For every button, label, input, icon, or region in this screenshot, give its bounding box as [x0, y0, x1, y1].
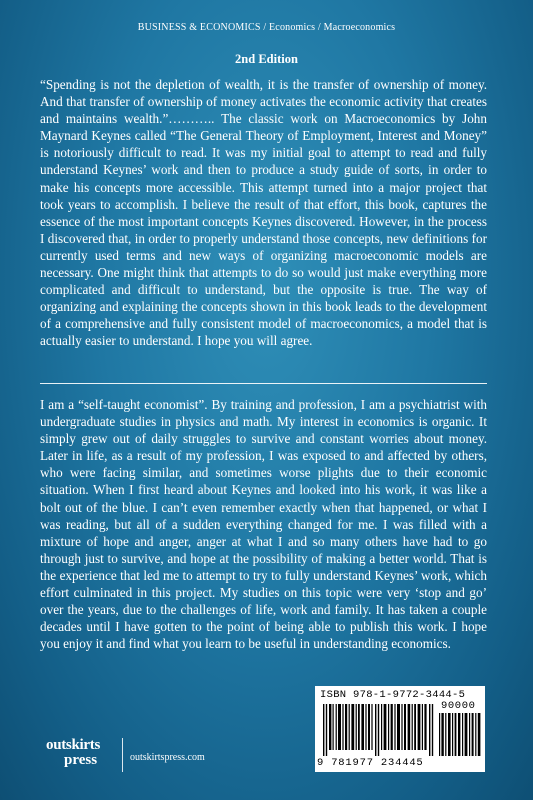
- ean-barcode-bars: [323, 704, 435, 756]
- publisher-logo: [46, 738, 116, 772]
- publisher-logo-line-2: press: [64, 752, 98, 768]
- category-line: BUSINESS & ECONOMICS / Economics / Macroeconomics: [137, 22, 396, 33]
- publisher-separator: [122, 738, 123, 772]
- edition-label: 2nd Edition: [235, 52, 298, 66]
- publisher-logo-line-1: outskirts: [46, 737, 100, 753]
- price-code: 90000: [441, 700, 476, 712]
- publisher-website: outskirtspress.com: [130, 752, 205, 763]
- section-divider: [40, 383, 487, 384]
- isbn-barcode: [315, 686, 485, 772]
- price-addon-bars: [439, 713, 481, 756]
- barcode-digits: 9 781977 234445: [317, 757, 424, 769]
- isbn-text: ISBN 978-1-9772-3444-5: [320, 689, 466, 701]
- blurb-paragraph-1: “Spending is not the depletion of wealth, it is the transfer of ownership of money. And that transfer of ownership of money activates the economic activity that creates and maintains wealth.”……….. The classic work on Macroeconomics by John Maynard Keynes called “The General Theory of Employment, Interest and Money” is notoriously difficult to read. It was my initial goal to attempt to read and fully understand Keynes’ work and then to produce a study guide of sorts, in order to make his concepts more accessible. This attempt turned into a major project that took years to accomplish. I believe the result of that effort, this book, captures the essence of the most important concepts Keynes discovered. However, in the process I discovered that, in order to properly understand those concepts, new definitions for currently used terms and new ways of organizing macroeconomic models are necessary. One might think that attempts to do so would just make everything more complicated and difficult to understand, but the opposite is true. The way of organizing and explaining the concepts shown in this book leads to the development of a comprehensive and fully consistent model of macroeconomics, a model that is actually easier to understand. I hope you will agree.: [40, 77, 487, 349]
- author-bio-paragraph: I am a “self-taught economist”. By training and profession, I am a psychiatrist with undergraduate studies in physics and math. My interest in economics is organic. It simply grew out of daily struggles to survive and constant worries about money. Later in life, as a result of my profession, I was exposed to and affected by others, who were facing similar, and sometimes worse plights due to their economic situation. When I first heard about Keynes and looked into his work, it was like a bolt out of the blue. I can’t even remember exactly when that happened, or what I was reading, but all of a sudden everything changed for me. I was filled with a mixture of hope and anger, anger at what I and so many others have had to go through just to survive, and hope at the possibility of making a better world. That is the experience that led me to attempt to try to fully understand Keynes’ work, which effort culminated in this project. My studies on this topic were very ‘stop and go’ over the years, due to the challenges of life, work and family. It has taken a couple decades until I have gotten to the point of being able to publish this work. I hope you enjoy it and find what you learn to be useful in understanding economics.: [40, 397, 487, 652]
